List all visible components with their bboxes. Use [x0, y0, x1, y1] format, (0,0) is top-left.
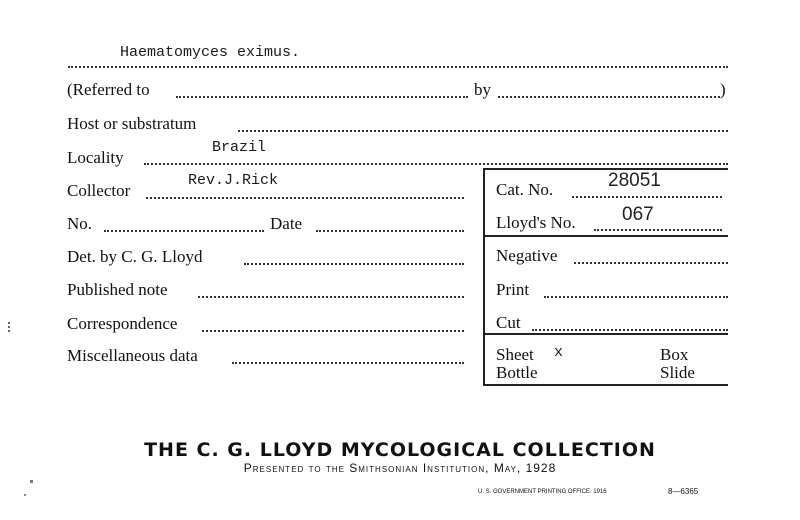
date-line	[316, 230, 464, 232]
box-divider-rule	[483, 235, 728, 237]
misc-line	[232, 362, 464, 364]
scan-speck	[24, 494, 26, 496]
close-paren: )	[720, 80, 726, 99]
scan-speck	[30, 480, 33, 483]
cut-label: Cut	[496, 313, 521, 332]
sheet-mark: x	[554, 344, 564, 361]
box-label: Box	[660, 345, 689, 364]
lloyds-no-label: Lloyd's No.	[496, 213, 576, 232]
cat-no-value: 28051	[608, 170, 661, 191]
no-label: No.	[67, 214, 93, 233]
referred-to-label: (Referred to	[67, 80, 150, 99]
negative-label: Negative	[496, 246, 558, 265]
slide-label: Slide	[660, 363, 695, 382]
date-label: Date	[270, 214, 303, 233]
collection-title: THE C. G. LLOYD MYCOLOGICAL COLLECTION	[144, 439, 656, 461]
referred-to-line	[176, 96, 468, 98]
lloyds-no-value: 067	[622, 204, 654, 225]
print-label: Print	[496, 280, 530, 299]
locality-line	[144, 163, 728, 165]
collection-subtitle: Presented to the Smithsonian Institution, May, 1928	[243, 461, 557, 475]
collector-label: Collector	[67, 181, 131, 200]
box-cut-rule	[483, 333, 728, 335]
det-by-label: Det. by C. G. Lloyd	[67, 247, 203, 266]
host-line	[238, 130, 728, 132]
print-line	[544, 296, 728, 298]
printer-imprint: U. S. GOVERNMENT PRINTING OFFICE: 1916	[478, 489, 607, 495]
bottle-label: Bottle	[496, 363, 538, 382]
host-label: Host or substratum	[67, 114, 197, 133]
locality-label: Locality	[67, 148, 124, 167]
det-by-line	[244, 263, 464, 265]
no-line	[104, 230, 264, 232]
cat-no-label: Cat. No.	[496, 180, 554, 199]
sheet-label: Sheet	[496, 345, 534, 364]
correspondence-label: Correspondence	[67, 314, 178, 333]
box-left-rule	[483, 168, 485, 386]
published-note-line	[198, 296, 464, 298]
box-top-rule	[483, 168, 728, 170]
locality-value: Brazil	[212, 139, 267, 156]
by-label: by	[474, 80, 491, 99]
correspondence-line	[202, 330, 464, 332]
negative-line	[574, 262, 728, 264]
specimen-name: Haematomyces eximus.	[120, 44, 301, 61]
box-bottom-rule	[483, 384, 728, 386]
cut-line	[532, 329, 728, 331]
lloyds-no-line	[594, 229, 722, 231]
by-line	[498, 96, 720, 98]
cat-no-line	[572, 196, 722, 198]
collector-line	[146, 197, 464, 199]
misc-label: Miscellaneous data	[67, 346, 198, 365]
form-code: 8—6365	[668, 487, 699, 496]
collector-value: Rev.J.Rick	[188, 172, 279, 189]
published-note-label: Published note	[67, 280, 168, 299]
name-underline	[68, 66, 728, 68]
scan-speck	[8, 322, 12, 332]
